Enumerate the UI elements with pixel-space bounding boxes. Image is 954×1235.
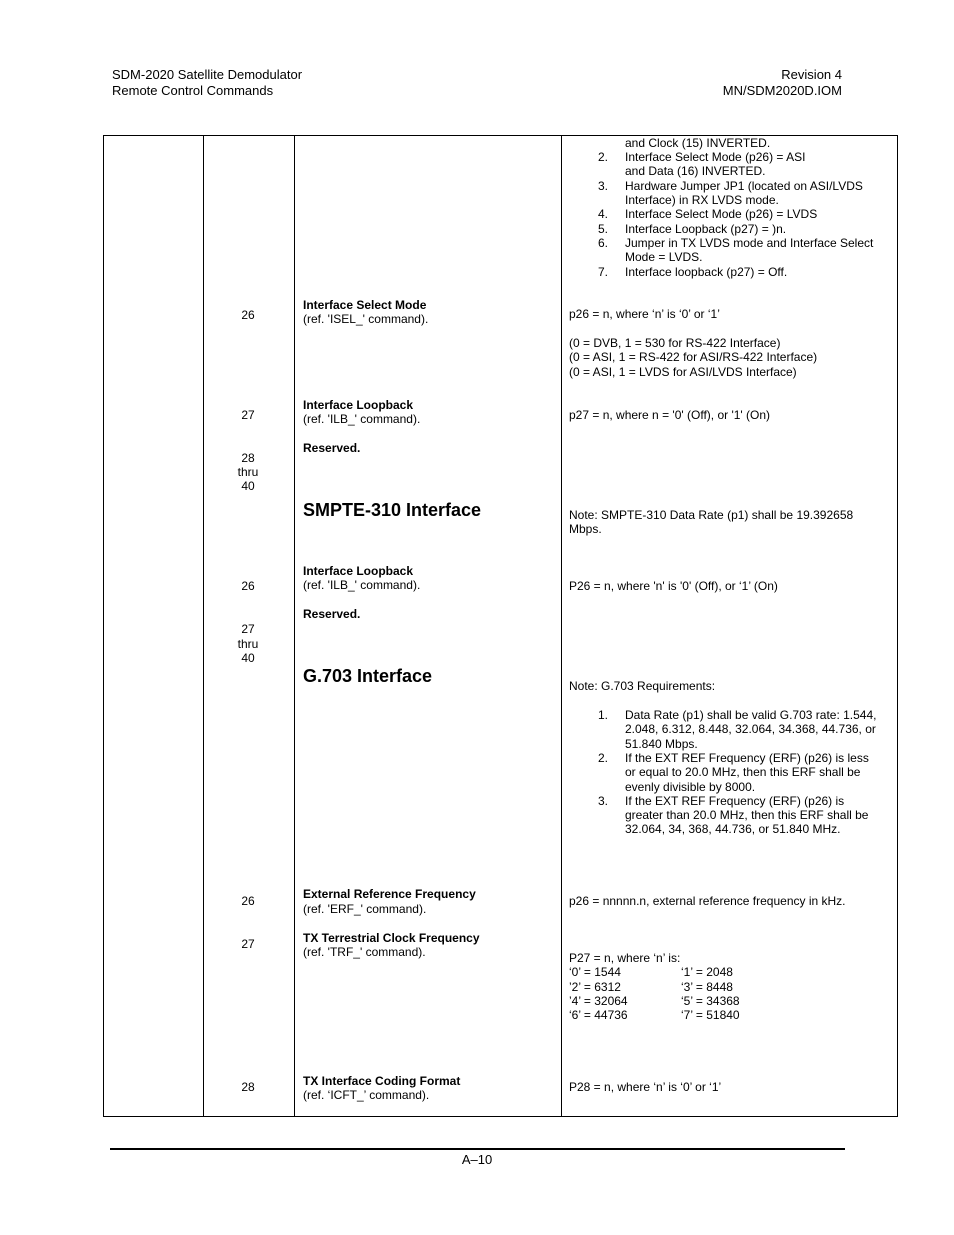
list-item-text: 32.064, 34, 368, 44.736, or 51.840 MHz. [625,822,841,836]
list-item-continuation: and Clock (15) INVERTED. [625,136,771,150]
list-number: 2. [598,150,609,164]
command-reference: (ref. 'ERF_' command). [303,902,427,916]
option-value: ‘3’ = 8448 [681,980,733,994]
parameter-option: (0 = ASI, 1 = RS-422 for ASI/RS-422 Interface) [569,350,818,364]
list-number: 7. [598,265,609,279]
list-item-text: Hardware Jumper JP1 (located on ASI/LVDS [625,179,863,193]
list-item-text: 51.840 Mbps. [625,737,698,751]
section-heading: G.703 Interface [303,666,433,686]
reserved-label: Reserved. [303,441,361,455]
command-reference: (ref. 'ILB_' command). [303,578,421,592]
section-note: Note: G.703 Requirements: [569,679,716,693]
list-number: 4. [598,207,609,221]
parameter-description: P26 = n, where 'n' is '0' (Off), or ‘1’ (On) [569,579,778,593]
list-item-text: 2.048, 6.312, 8.448, 32.064, 34.368, 44.736, or [625,722,876,736]
option-value: ’4’ = 32064 [569,994,628,1008]
page-number: A–10 [461,1152,493,1167]
document-title: SDM-2020 Satellite Demodulator [112,67,303,82]
command-reference: (ref. 'TRF_' command). [303,945,426,959]
option-value: ‘7’ = 51840 [681,1008,740,1022]
parameter-number: 26 [241,308,255,322]
parameter-description: p26 = n, where ‘n’ is ‘0’ or ‘1’ [569,307,720,321]
document-number: MN/SDM2020D.IOM [722,83,842,98]
option-value: ‘1’ = 2048 [681,965,733,979]
option-value: ‘5’ = 34368 [681,994,740,1008]
option-value: ’2’ = 6312 [569,980,621,994]
parameter-number: 27 [241,408,255,422]
column-divider [203,136,204,1116]
option-value: ‘0’ = 1544 [569,965,621,979]
list-item-text: Interface) in RX LVDS mode. [625,193,779,207]
list-number: 1. [598,708,609,722]
list-item-text: evenly divisible by 8000. [625,780,756,794]
footer-rule [110,1148,845,1150]
parameter-description: p26 = nnnnn.n, external reference frequency in kHz. [569,894,846,908]
parameter-range-start: 28 [241,451,255,465]
list-number: 6. [598,236,609,250]
list-item-text: Jumper in TX LVDS mode and Interface Select [625,236,874,250]
parameter-title: Interface Loopback [303,564,414,578]
parameter-title: Interface Select Mode [303,298,427,312]
list-item-text: Interface Loopback (p27) = )n. [625,222,787,236]
revision-label: Revision 4 [781,67,842,82]
parameter-range-start: 27 [241,622,255,636]
list-item-text: If the EXT REF Frequency (ERF) (p26) is less [625,751,869,765]
list-item-text: If the EXT REF Frequency (ERF) (p26) is [625,794,845,808]
list-item-text: Mode = LVDS. [625,250,703,264]
parameter-description: p27 = n, where n = '0' (Off), or '1' (On) [569,408,771,422]
parameter-number: 28 [241,1080,255,1094]
column-divider [561,136,562,1116]
list-number: 3. [598,794,609,808]
command-reference: (ref. ‘ICFT_’ command). [303,1088,430,1102]
parameter-title: External Reference Frequency [303,887,476,901]
list-item-text: and Data (16) INVERTED. [625,164,766,178]
command-reference: (ref. 'ILB_' command). [303,412,421,426]
section-note: Note: SMPTE-310 Data Rate (p1) shall be 19.392658 [569,508,854,522]
list-item-text: Interface Select Mode (p26) = ASI [625,150,806,164]
page-header-right [723,67,842,99]
column-divider [294,136,295,1116]
parameter-range-end: 40 [241,651,255,665]
list-item-text: Interface Select Mode (p26) = LVDS [625,207,818,221]
parameter-number: 26 [241,579,255,593]
option-value: ‘6’ = 44736 [569,1008,628,1022]
list-number: 2. [598,751,609,765]
parameter-number: 27 [241,937,255,951]
parameter-option: (0 = ASI, 1 = LVDS for ASI/LVDS Interface) [569,365,797,379]
parameter-description: P27 = n, where ‘n’ is: [569,951,681,965]
parameter-title: TX Interface Coding Format [303,1074,461,1088]
list-item-text: Data Rate (p1) shall be valid G.703 rate: 1.544, [625,708,877,722]
parameter-title: Interface Loopback [303,398,414,412]
reserved-label: Reserved. [303,607,361,621]
list-item-text: or equal to 20.0 MHz, then this ERF shall be [625,765,861,779]
section-heading: SMPTE-310 Interface [303,500,482,520]
parameter-number: 26 [241,894,255,908]
parameter-range-thru: thru [237,465,259,479]
parameter-range-end: 40 [241,479,255,493]
document-subtitle: Remote Control Commands [112,83,274,98]
list-number: 5. [598,222,609,236]
parameter-title: TX Terrestrial Clock Frequency [303,931,480,945]
page-header-left [112,67,302,99]
list-number: 3. [598,179,609,193]
section-note: Mbps. [569,522,602,536]
list-item-text: greater than 20.0 MHz, then this ERF shall be [625,808,869,822]
parameter-description: P28 = n, where ‘n’ is ‘0’ or ‘1’ [569,1080,722,1094]
list-item-text: Interface loopback (p27) = Off. [625,265,788,279]
parameter-range-thru: thru [237,637,259,651]
command-reference: (ref. 'ISEL_' command). [303,312,429,326]
parameter-option: (0 = DVB, 1 = 530 for RS-422 Interface) [569,336,781,350]
